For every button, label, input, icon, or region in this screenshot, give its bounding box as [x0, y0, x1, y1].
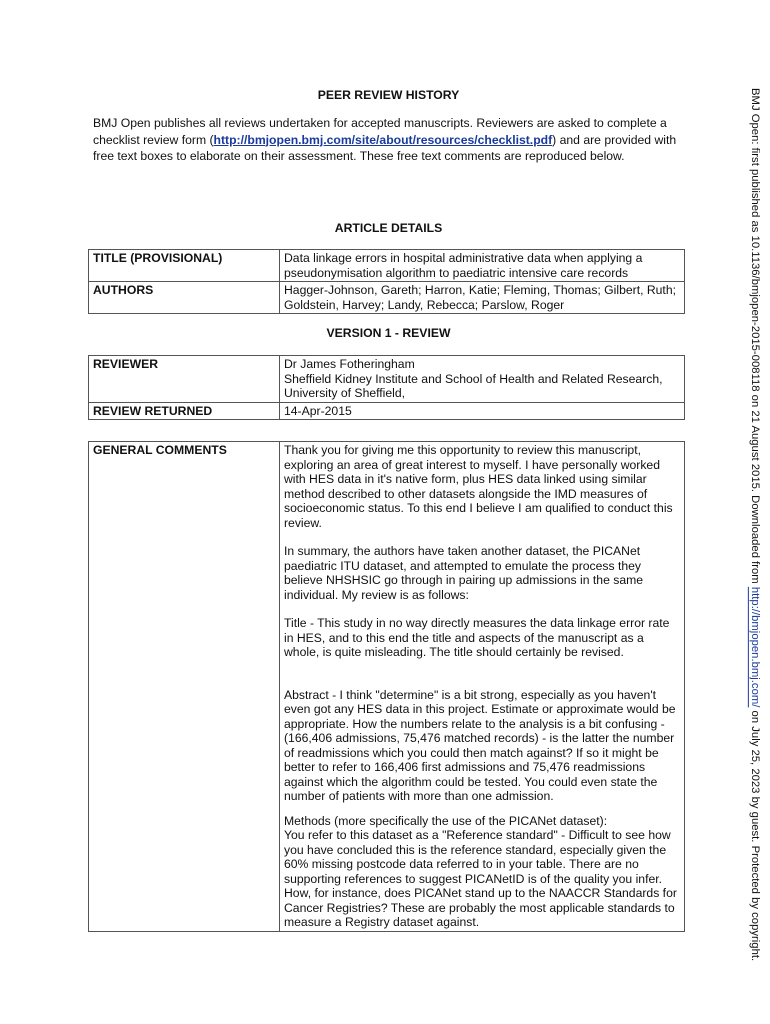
- reviewer-name: Dr James Fotheringham: [284, 357, 415, 371]
- table-row: [89, 282, 685, 314]
- comment-paragraph-1: Thank you for giving me this opportunity to review this manuscript, exploring an area of great interest to myself. I have personally worked with HES data in it's native form, plus HES data linked using similar method described to other datasets alongside the IMD measures of socioeconomic status. To this end I believe I am qualified to conduct this review.: [284, 443, 673, 530]
- intro-text-after: ) and are provided with free text boxes to elaborate on their assessment. These free text comments are reproduced below.: [93, 132, 677, 163]
- general-comments-table: [88, 441, 685, 932]
- title-label: TITLE (PROVISIONAL): [89, 250, 280, 282]
- reviewer-value: [280, 356, 685, 403]
- table-row: [89, 356, 685, 403]
- version-review-heading: VERSION 1 - REVIEW: [326, 326, 451, 340]
- intro-text-before: BMJ Open publishes all reviews undertaken for accepted manuscripts. Reviewers are asked to complete a checklist review form (: [93, 116, 667, 147]
- table-row: [89, 402, 685, 420]
- review-returned-value: 14-Apr-2015: [280, 402, 685, 420]
- authors-label: AUTHORS: [89, 282, 280, 314]
- sidebar-citation: [748, 88, 762, 962]
- comment-paragraph-2: In summary, the authors have taken another dataset, the PICANet paediatric ITU dataset, and attempted to emulate the process they believe NHSHSIC go through in pairing up admissions in the same individual. My review is as follows:: [284, 544, 644, 602]
- sidebar-link[interactable]: http://bmjopen.bmj.com/: [749, 586, 761, 708]
- sidebar-text-before: BMJ Open: first published as 10.1136/bmjopen-2015-008118 on 21 August 2015. Downloaded from: [749, 88, 761, 587]
- sidebar-text-after: on July 25, 2023 by guest. Protected by copyright.: [749, 707, 761, 962]
- table-row: [89, 442, 685, 932]
- reviewer-label: REVIEWER: [89, 356, 280, 403]
- comment-paragraph-5: You refer to this dataset as a "Reference standard" - Difficult to see how you have concluded this is the reference standard, especially given the 60% missing postcode data referred to in your table. There are no supporting references to suggest PICANetID is of the quality you infer. How, for instance, does PICANet stand up to the NAACCR Standards for Cancer Registries? These are probably the most applicable standards to measure a Registry dataset against.: [284, 828, 677, 929]
- reviewer-affiliation: Sheffield Kidney Institute and School of Health and Related Research, University of Sheffield,: [284, 371, 663, 400]
- checklist-link[interactable]: http://bmjopen.bmj.com/site/about/resources/checklist.pdf: [213, 132, 553, 147]
- general-comments-body: [280, 442, 685, 932]
- title-value: Data linkage errors in hospital administrative data when applying a pseudonymisation algorithm to paediatric intensive care records: [280, 250, 685, 282]
- reviewer-table: [88, 355, 685, 420]
- comment-paragraph-5-title: Methods (more specifically the use of the PICANet dataset):: [284, 813, 608, 828]
- page-title: PEER REVIEW HISTORY: [317, 88, 460, 102]
- article-details-heading: ARTICLE DETAILS: [334, 221, 443, 235]
- article-details-table: [88, 249, 685, 314]
- intro-paragraph: [93, 115, 693, 165]
- table-row: [89, 250, 685, 282]
- comment-paragraph-3: Title - This study in no way directly measures the data linkage error rate in HES, and to this end the title and aspects of the manuscript as a whole, is quite misleading. The title should certainly be revised.: [284, 616, 670, 659]
- comment-paragraph-4: Abstract - I think "determine" is a bit strong, especially as you haven't even got any HES data in this project. Estimate or approximate would be appropriate. How the numbers relate to the analysis is a bit confusing - (166,406 admissions, 75,476 matched records) - is the latter the number of readmissions which you could then match against? If so it might be better to refer to 166,406 first admissions and 75,476 readmissions against which the algorithm could be tested. You could even state the number of patients with more than one admission.: [284, 687, 676, 803]
- authors-value: Hagger-Johnson, Gareth; Harron, Katie; Fleming, Thomas; Gilbert, Ruth; Goldstein, Harvey; Landy, Rebecca; Parslow, Roger: [280, 282, 685, 314]
- general-comments-label: GENERAL COMMENTS: [89, 442, 280, 932]
- review-returned-label: REVIEW RETURNED: [89, 402, 280, 420]
